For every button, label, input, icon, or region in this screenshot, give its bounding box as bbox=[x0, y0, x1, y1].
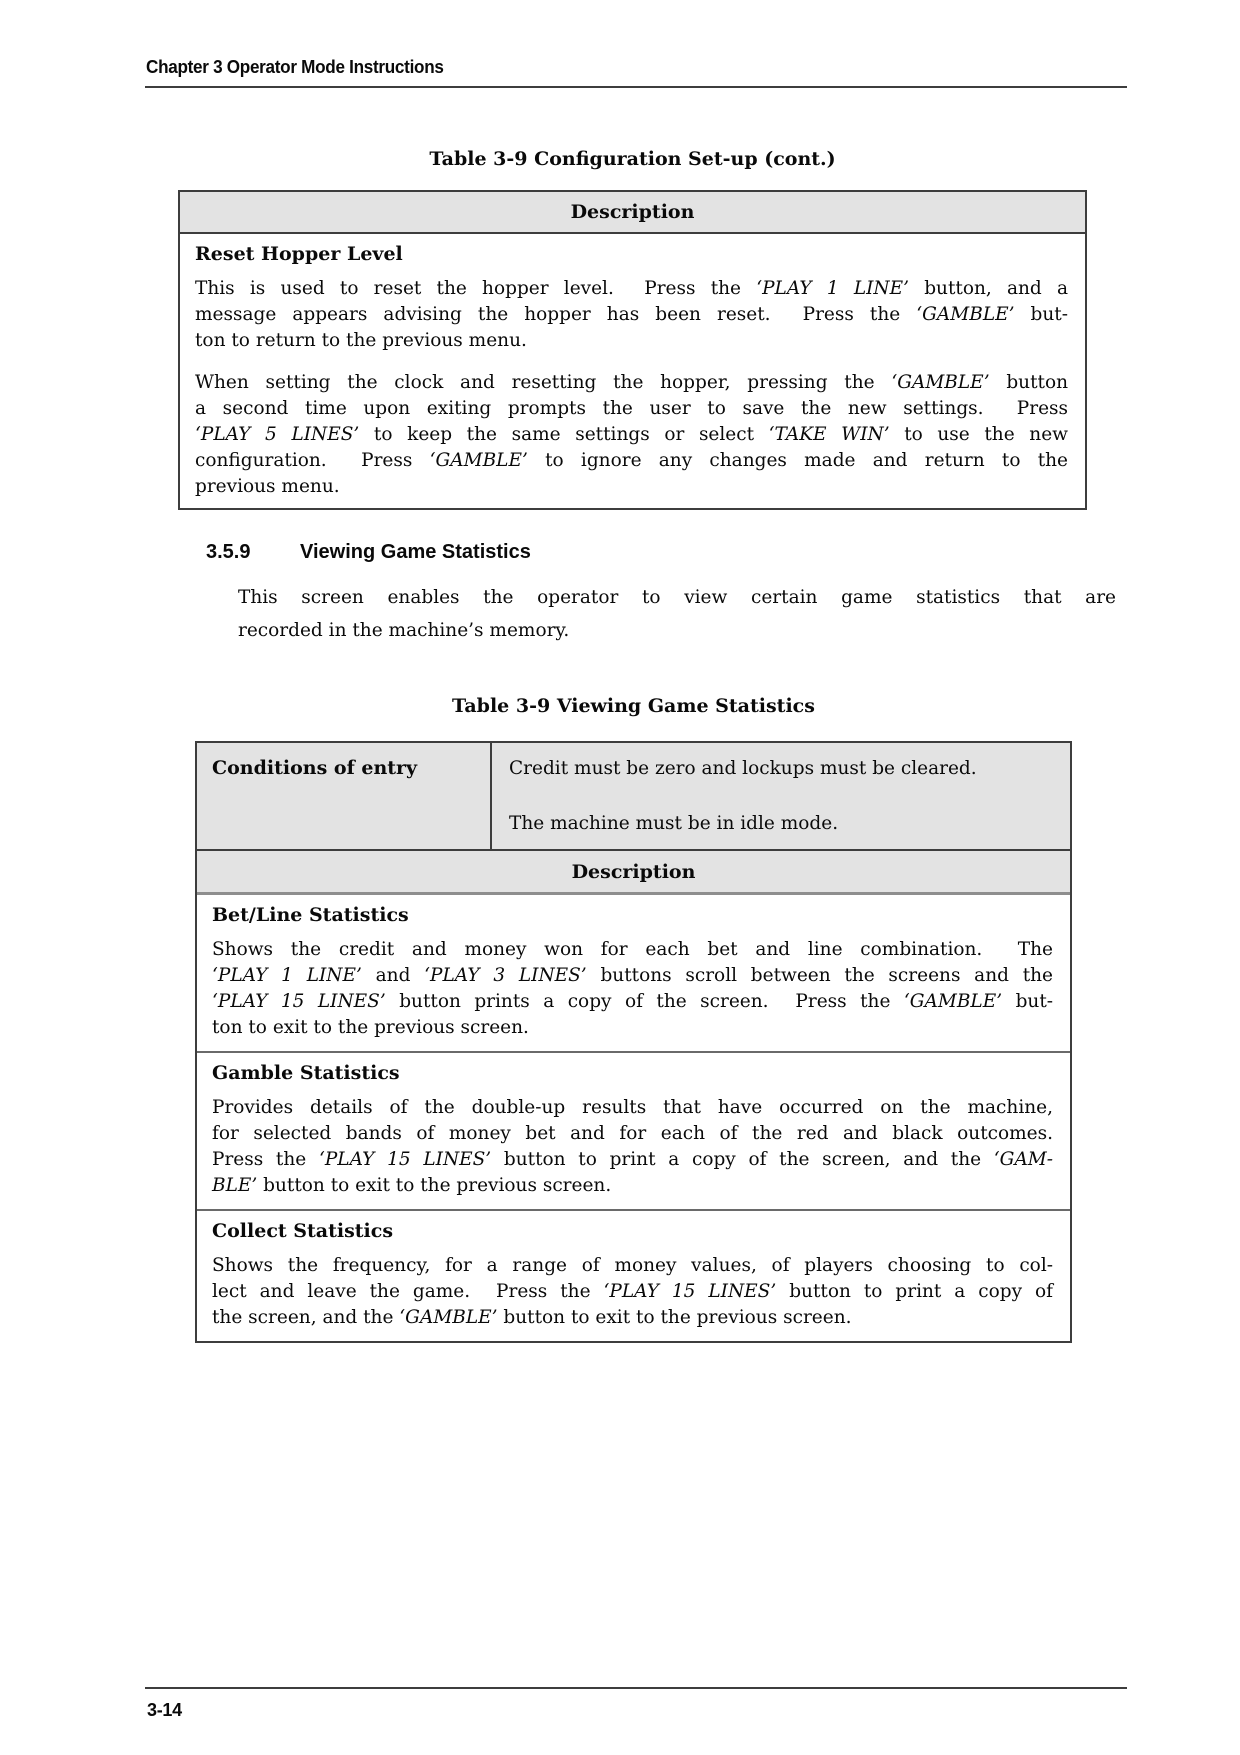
chapter-header-title: Chapter 3 Operator Mode Instructions bbox=[146, 57, 444, 77]
section-heading bbox=[206, 541, 531, 564]
stats-entry-title: Bet/Line Statistics bbox=[212, 904, 409, 926]
config-paragraph-2: When setting the clock and resetting the hopper, pressing the ‘GAMBLE’ button a second time upon exiting prompts the user to save the new settings. Press ‘PLAY 5 LINES’ to keep the same settings or select ‘TAKE WIN’ to use the new configuration. Press ‘GAMBLE’ to ignore any changes made and return to the previous menu. bbox=[195, 372, 1069, 497]
stats-row-betline bbox=[197, 895, 1070, 1051]
config-paragraph-1: This is used to reset the hopper level. Press the ‘PLAY 1 LINE’ button, and a message appears advising the hopper has been reset. Press the ‘GAMBLE’ but- ton to return to the previous menu. bbox=[195, 278, 1068, 351]
config-entry-title: Reset Hopper Level bbox=[195, 243, 403, 265]
page-number: 3-14 bbox=[147, 1700, 182, 1720]
config-table bbox=[178, 190, 1087, 510]
condition-line-2: The machine must be in idle mode. bbox=[509, 813, 839, 834]
stats-entry-body: Shows the credit and money won for each bet and line combination. The ‘PLAY 1 LINE’ and ‘PLAY 3 LINES’ buttons scroll between the screens and the ‘PLAY 15 LINES’ button prints a copy of the screen. Press the ‘GAMBLE’ but- ton to exit to the previous screen. bbox=[212, 939, 1054, 1038]
section-number: 3.5.9 bbox=[206, 541, 251, 563]
stats-table-caption: Table 3-9 Viewing Game Statistics bbox=[452, 695, 815, 717]
stats-table-description-header: Description bbox=[197, 851, 1070, 895]
stats-row-collect bbox=[197, 1209, 1070, 1341]
stats-entry-body: Shows the frequency, for a range of money values, of players choosing to col- lect and leave the game. Press the ‘PLAY 15 LINES’ button to print a copy of the screen, and the ‘GAMBLE’ button to exit to the previous screen. bbox=[212, 1255, 1054, 1328]
condition-line-1: Credit must be zero and lockups must be cleared. bbox=[509, 758, 977, 779]
stats-entry-body: Provides details of the double-up results that have occurred on the machine, for selected bands of money bet and for each of the red and black outcomes. Press the ‘PLAY 15 LINES’ button to print a copy of the screen, and the ‘GAM- BLE’ button to exit to the previous screen. bbox=[212, 1097, 1053, 1196]
section-title: Viewing Game Statistics bbox=[300, 541, 531, 563]
stats-row-gamble bbox=[197, 1051, 1070, 1209]
header-rule bbox=[145, 86, 1127, 88]
stats-entry-title: Collect Statistics bbox=[212, 1220, 394, 1242]
stats-entry-title: Gamble Statistics bbox=[212, 1062, 400, 1084]
config-table-body bbox=[180, 234, 1085, 508]
stats-table bbox=[195, 741, 1072, 1343]
config-table-description-header: Description bbox=[180, 192, 1085, 234]
conditions-label: Conditions of entry bbox=[197, 743, 492, 849]
config-table-caption: Table 3-9 Configuration Set-up (cont.) bbox=[429, 148, 836, 170]
conditions-value bbox=[492, 743, 1070, 849]
section-intro-paragraph: This screen enables the operator to view certain game statistics that are recorded in the machine’s memory. bbox=[238, 587, 1116, 641]
conditions-row bbox=[197, 743, 1070, 851]
footer-rule bbox=[145, 1687, 1127, 1689]
